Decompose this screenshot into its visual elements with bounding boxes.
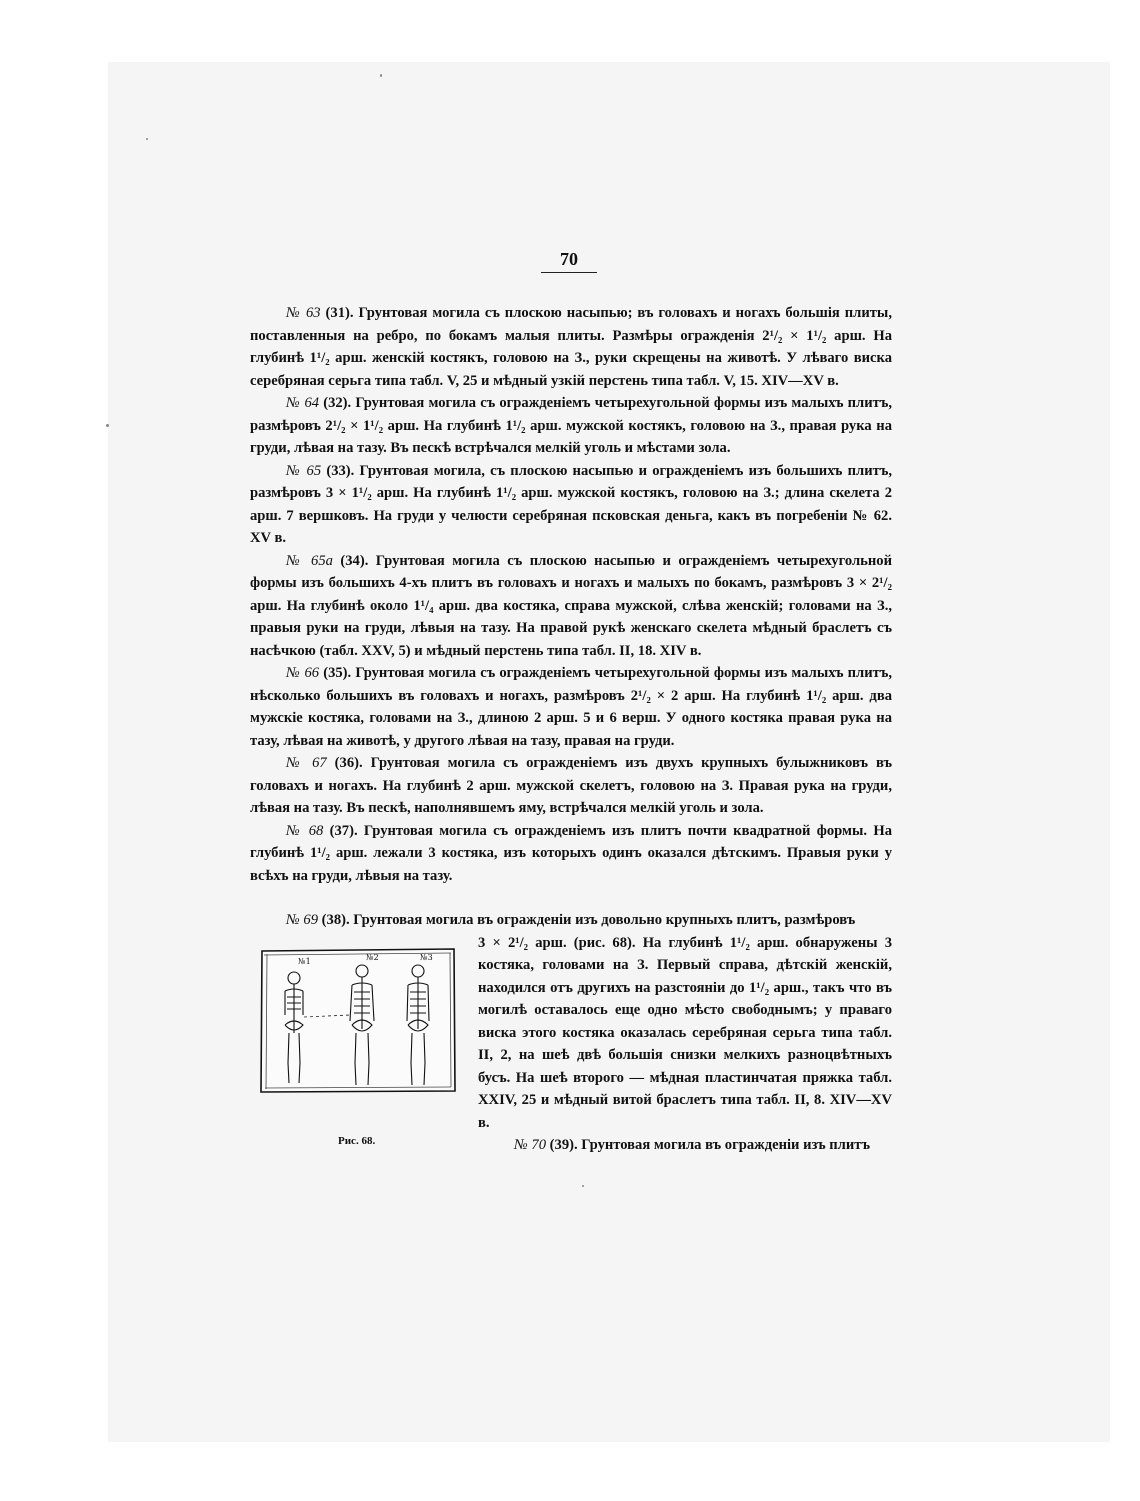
entry-number: № 63 [286, 305, 321, 321]
entry-number: № 65 [286, 462, 322, 479]
paragraph [250, 662, 892, 752]
entry-text: (31). Грунтовая могила съ плоскою насыпью; въ головахъ и ногахъ большія плиты, поставленныя на ребро, по бокамъ малыя плиты. Размѣры огражденія 2¹/₂ × 1¹/₂ арш. На глубинѣ 1¹/₂ арш. женскій костякъ, головою на З., руки скрещены на животѣ. У лѣваго виска серебряная серьга типа табл. V, 25 и мѣдный узкій перстень типа табл. V, 15. XIV—XV в. [250, 305, 892, 389]
entry-number: № 70 [514, 1137, 547, 1153]
entry-text: (39). Грунтовая могила въ огражденіи изъ плитъ [546, 1137, 870, 1153]
scan-speck [582, 1185, 584, 1187]
entry-number: № 64 [286, 395, 320, 411]
entry-text: (32). Грунтовая могила съ огражденіемъ четырехугольной формы изъ малыхъ плитъ, размѣровъ 2¹/₂ × 1¹/₂ арш. На глубинѣ 1¹/₂ арш. мужской костякъ, головою на З., правая рука на груди, лѣвая на тазу. Въ пескѣ встрѣчался мелкій уголь и мѣстами зола. [250, 395, 892, 456]
entry-text: (36). Грунтовая могила съ огражденіемъ изъ двухъ крупныхъ булыжниковъ въ головахъ и ногахъ. На глубинѣ 2 арш. мужской скелетъ, головою на З. Правая рука на груди, лѣвая на тазу. Въ пескѣ, наполнявшемъ яму, встрѣчался мелкій уголь и зола. [250, 755, 892, 816]
paragraph [250, 752, 892, 820]
entry-number: № 69 [286, 912, 319, 928]
entry-number: № 66 [286, 665, 320, 681]
scan-speck [380, 74, 382, 77]
figure-label: №1 [298, 957, 311, 966]
paragraph [250, 550, 892, 663]
burial-sketch [258, 945, 458, 1095]
paragraph [250, 460, 892, 550]
scan-speck [106, 424, 109, 427]
scan-speck [146, 138, 148, 140]
page-number: 70 [541, 249, 597, 273]
paragraph [250, 392, 892, 460]
figure-68 [258, 945, 458, 1095]
entry-number: № 65а [286, 552, 333, 569]
entry-number: № 67 [286, 755, 327, 771]
paragraph [514, 1134, 892, 1157]
paragraph [250, 302, 892, 392]
entry-text: (34). Грунтовая могила съ плоскою насыпью и огражденіемъ четырехугольной формы изъ большихъ 4-хъ плитъ въ головахъ и ногахъ и малыхъ по бокамъ, размѣровъ 3 × 2¹/₂ арш. На глубинѣ около 1¹/₄ арш. два костяка, справа мужской, слѣва женскій; головами на З., правыя руки на груди, лѣвыя на тазу. На правой рукѣ женскаго скелета мѣдный браслетъ съ насѣчкою (табл. XXV, 5) и мѣдный перстень типа табл. II, 18. XIV в. [250, 552, 892, 659]
entry-text-continued: 3 × 2¹/₂ арш. (рис. 68). На глубинѣ 1¹/₂ арш. обнаружены 3 костяка, головами на З. Первый справа, дѣтскій женскій, находился отъ другихъ на разстояніи до 1¹/₂ арш., такъ что въ могилѣ оставалось еще одно мѣсто свободнымъ; у праваго виска этого костяка оказалась серебряная серьга типа табл. II, 2, на шеѣ двѣ большія снизки мелкихъ разноцвѣтныхъ бусъ. На шеѣ второго — мѣдная пластинчатая пряжка табл. XXIV, 25 и мѣдный витой браслетъ типа табл. II, 8. XIV—XV в. [478, 934, 892, 1131]
article-body [250, 302, 892, 887]
entry-text: (37). Грунтовая могила съ огражденіемъ изъ плитъ почти квадратной формы. На глубинѣ 1¹/₂ арш. лежали 3 костяка, изъ которыхъ одинъ оказался дѣтскимъ. Правыя руки у всѣхъ на груди, лѣвыя на тазу. [250, 822, 892, 884]
entry-text: (33). Грунтовая могила, съ плоскою насыпью и огражденіемъ изъ большихъ плитъ, размѣровъ 3 × 1¹/₂ арш. На глубинѣ 1¹/₂ арш. мужской костякъ, головою на З.; длина скелета 2 арш. 7 вершковъ. На груди у челюсти серебряная псковская деньга, какъ въ погребеніи № 62. XV в. [250, 462, 892, 546]
figure-label: №3 [420, 953, 433, 962]
entry-text: (38). Грунтовая могила въ огражденіи изъ довольно крупныхъ плитъ, размѣровъ [318, 912, 856, 928]
figure-caption: Рис. 68. [338, 1135, 376, 1147]
entry-text: (35). Грунтовая могила съ огражденіемъ четырехугольной формы изъ малыхъ плитъ, нѣсколько большихъ въ головахъ и ногахъ, размѣровъ 2¹/₂ × 2 арш. На глубинѣ 1¹/₂ арш. два мужскіе костяка, головами на З., длиною 2 арш. 5 и 6 верш. У одного костяка правая рука на тазу, лѣвая на животѣ, у другого лѣвая на тазу, правая на груди. [250, 665, 892, 749]
paragraph [250, 909, 892, 932]
figure-label: №2 [366, 953, 379, 962]
entry-number: № 68 [286, 822, 324, 839]
paragraph [250, 820, 892, 888]
